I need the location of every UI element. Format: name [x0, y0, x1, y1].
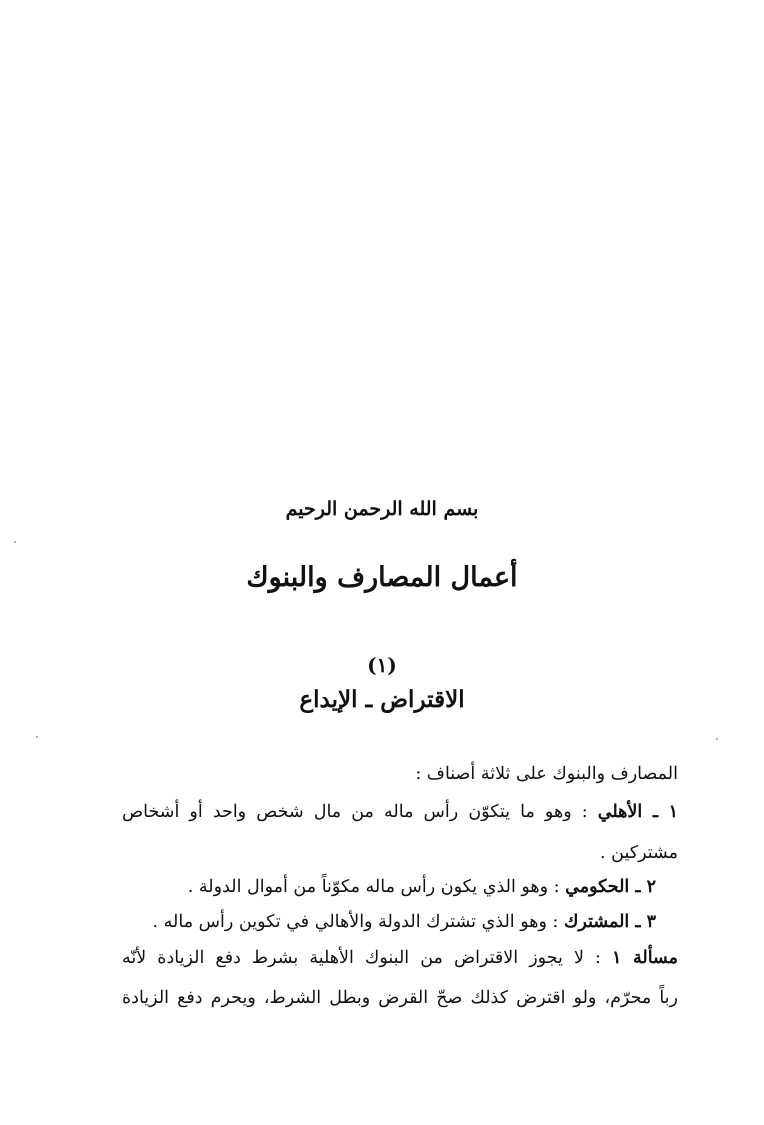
list-item-1: [122, 802, 678, 822]
issue-text: : لا يجوز الاقتراض من البنوك الأهلية بشرط دفع الزيادة لأنّه: [122, 948, 612, 968]
list-item-1-label: ١ ـ الأهلي: [597, 802, 678, 822]
list-item-3-label: ٣ ـ المشترك: [563, 912, 656, 932]
scan-speck: [14, 541, 16, 543]
scan-speck: [716, 738, 718, 740]
list-item-2: [122, 877, 656, 897]
list-item-3: [122, 912, 656, 932]
list-item-2-label: ٢ ـ الحكومي: [565, 877, 656, 897]
issue-label: مسألة ١: [611, 948, 679, 968]
page-title: أعمال المصارف والبنوك: [246, 562, 518, 593]
intro-line: المصارف والبنوك على ثلاثة أصناف :: [415, 764, 678, 784]
section-number: (١): [367, 653, 397, 677]
issue-continuation: رباً محرّم، ولو اقترض كذلك صحّ القرض وبطل الشرط، ويحرم دفع الزيادة: [122, 988, 678, 1008]
section-title: الاقتراض ـ الإيداع: [299, 686, 465, 713]
list-item-1-continuation: مشتركين .: [600, 843, 678, 863]
list-item-1-text: : وهو ما يتكوّن رأس ماله من مال شخص واحد أو أشخاص: [122, 802, 588, 822]
issue-paragraph: [122, 948, 678, 968]
scan-speck: [36, 736, 38, 738]
list-item-3-text: : وهو الذي تشترك الدولة والأهالي في تكوين رأس ماله .: [152, 912, 559, 932]
basmala-heading: بسم الله الرحمن الرحيم: [285, 498, 479, 520]
list-item-2-text: : وهو الذي يكون رأس ماله مكوّناً من أموال الدولة .: [187, 877, 566, 897]
